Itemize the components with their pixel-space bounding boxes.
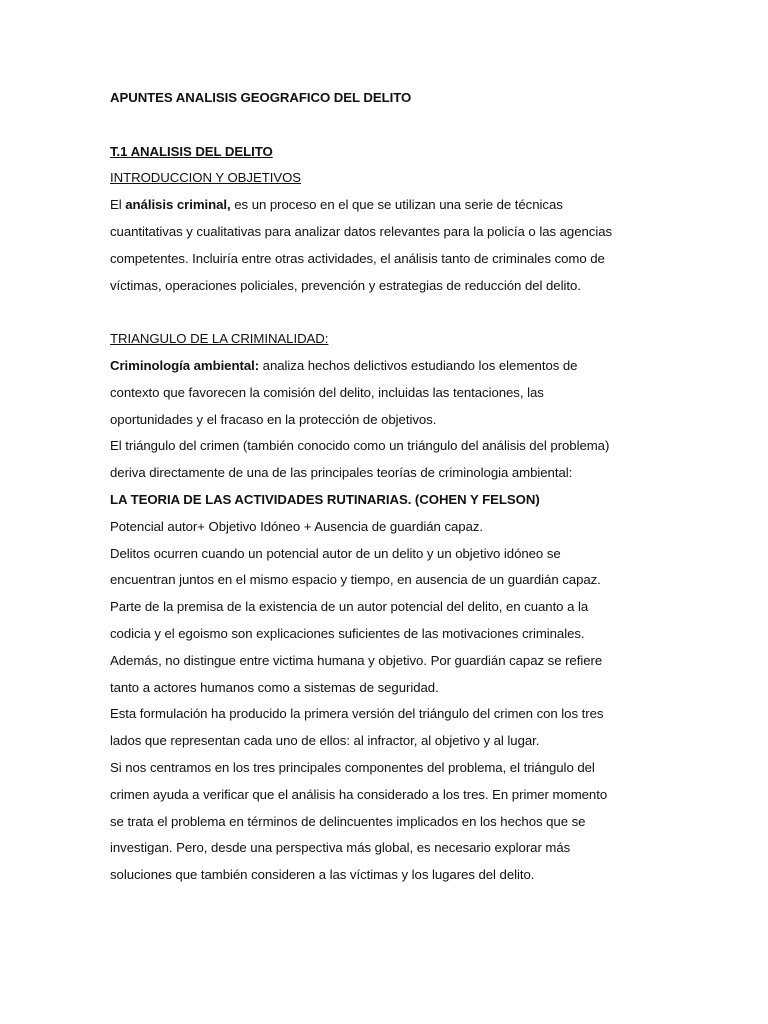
intro-line-2: cuantitativas y cualitativas para analizar datos relevantes para la policía o las agencias	[110, 223, 613, 239]
bold-term: Criminología ambiental:	[110, 357, 260, 373]
triangle-line-20: soluciones que también consideren a las víctimas y los lugares del delito.	[110, 867, 535, 883]
triangle-line-14: Esta formulación ha producido la primera versión del triángulo del crimen con los tres	[110, 706, 604, 722]
triangle-line-1	[110, 353, 670, 380]
triangle-line-10: Parte de la premisa de la existencia de un autor potencial del delito, en cuanto a la	[110, 599, 589, 615]
triangle-line-2: contexto que favorecen la comisión del delito, incluidas las tentaciones, las	[110, 384, 544, 400]
triangle-line-19: investigan. Pero, desde una perspectiva más global, es necesario explorar más	[110, 840, 571, 856]
intro-line-3: competentes. Incluiría entre otras actividades, el análisis tanto de criminales como de	[110, 250, 605, 266]
triangle-text: analiza hechos delictivos estudiando los elementos de	[259, 357, 578, 373]
blank-line	[110, 112, 670, 139]
triangle-line-15: lados que representan cada uno de ellos: al infractor, al objetivo y al lugar.	[110, 733, 540, 749]
document-body	[110, 85, 670, 889]
blank-line	[110, 299, 670, 326]
theory-heading: LA TEORIA DE LAS ACTIVIDADES RUTINARIAS. (COHEN Y FELSON)	[110, 491, 540, 507]
triangle-line-9: encuentran juntos en el mismo espacio y tiempo, en ausencia de un guardián capaz.	[110, 572, 601, 588]
triangle-line-16: Si nos centramos en los tres principales componentes del problema, el triángulo del	[110, 759, 595, 775]
triangle-line-17: crimen ayuda a verificar que el análisis ha considerado a los tres. En primer momento	[110, 786, 608, 802]
triangle-line-18: se trata el problema en términos de delincuentes implicados en los hechos que se	[110, 813, 586, 829]
subsection-heading-intro: INTRODUCCION Y OBJETIVOS	[110, 170, 302, 186]
triangle-line-7: Potencial autor+ Objetivo Idóneo + Ausencia de guardián capaz.	[110, 518, 484, 534]
triangle-line-3: oportunidades y el fracaso en la protección de objetivos.	[110, 411, 437, 427]
intro-text: El	[110, 197, 126, 213]
triangle-line-12: Además, no distingue entre victima humana y objetivo. Por guardián capaz se refiere	[110, 652, 603, 668]
document-title: APUNTES ANALISIS GEOGRAFICO DEL DELITO	[110, 90, 412, 105]
triangle-line-4: El triángulo del crimen (también conocido como un triángulo del análisis del problema)	[110, 438, 610, 454]
section-title: T.1 ANALISIS DEL DELITO	[110, 143, 273, 159]
intro-line-4: víctimas, operaciones policiales, prevención y estrategias de reducción del delito.	[110, 277, 581, 293]
bold-term: análisis criminal,	[125, 197, 231, 213]
triangle-line-11: codicia y el egoismo son explicaciones suficientes de las motivaciones criminales.	[110, 625, 585, 641]
triangle-line-8: Delitos ocurren cuando un potencial autor de un delito y un objetivo idóneo se	[110, 545, 561, 561]
subsection-heading-triangle: TRIANGULO DE LA CRIMINALIDAD:	[110, 331, 329, 347]
intro-text: es un proceso en el que se utilizan una serie de técnicas	[230, 197, 563, 213]
triangle-line-13: tanto a actores humanos como a sistemas de seguridad.	[110, 679, 439, 695]
triangle-line-5: deriva directamente de una de las principales teorías de criminologia ambiental:	[110, 465, 573, 481]
intro-line-1	[110, 192, 670, 219]
